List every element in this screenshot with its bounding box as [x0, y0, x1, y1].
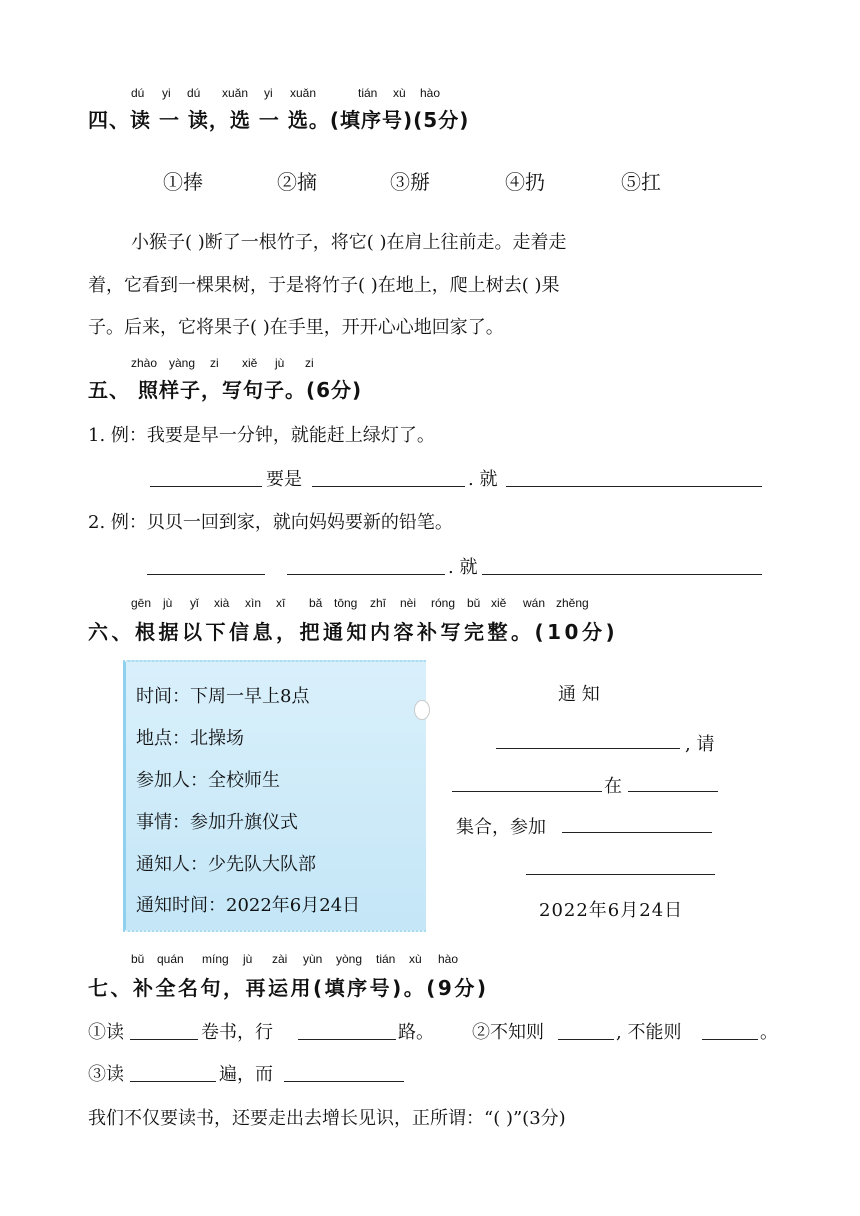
option: ②摘: [277, 170, 317, 194]
notice-jihe: 集合，参加: [456, 817, 546, 838]
pinyin: róng: [431, 596, 456, 610]
card-hole-decoration: [414, 700, 430, 720]
pinyin: bǔ: [131, 952, 145, 966]
blank-line[interactable]: [526, 874, 715, 875]
pinyin: yàng: [169, 356, 196, 370]
pinyin: xī: [276, 596, 286, 610]
yaoshi-label: 要是: [266, 469, 302, 490]
info-notice-time: 通知时间：2022年6月24日: [136, 895, 361, 916]
pinyin: bǎ: [309, 596, 323, 610]
pinyin: gēn: [131, 596, 152, 610]
notice-qing: , 请: [685, 734, 715, 755]
pinyin: zhěng: [556, 596, 589, 610]
pinyin: zhī: [370, 596, 387, 610]
pinyin: yùn: [303, 952, 323, 966]
section-title: 四、读 一 读，选 一 选。(填序号)(5分): [88, 108, 470, 132]
blank-line[interactable]: [147, 574, 265, 575]
pinyin: zài: [272, 952, 288, 966]
blank-line[interactable]: [287, 574, 445, 575]
paragraph-line: 小猴子( )断了一根竹子，将它( )在肩上往前走。走着走: [131, 232, 567, 253]
option: ④扔: [505, 170, 545, 194]
pinyin: tōng: [334, 596, 358, 610]
blank-line[interactable]: [482, 574, 762, 575]
pinyin: wán: [523, 596, 546, 610]
pinyin: jù: [275, 356, 285, 370]
section-title: 六、根据以下信息，把通知内容补写完整。(10分): [88, 620, 619, 644]
quote-1-end: 路。: [398, 1022, 434, 1043]
pinyin: jù: [243, 952, 253, 966]
pinyin: xuǎn: [290, 86, 317, 100]
blank-line[interactable]: [284, 1081, 404, 1082]
pinyin: quán: [157, 952, 184, 966]
section-title: 五、 照样子，写句子。(6分): [88, 378, 363, 402]
pinyin: yi: [162, 86, 171, 100]
info-notifier: 通知人：少先队大队部: [136, 854, 316, 875]
quote-3-start: ③读: [88, 1064, 124, 1085]
pinyin: xià: [214, 596, 230, 610]
blank-line[interactable]: [506, 486, 762, 487]
pinyin: míng: [202, 952, 229, 966]
info-card: [123, 660, 426, 932]
quote-2-start: ②不知则: [472, 1022, 544, 1043]
pinyin: bǔ: [467, 596, 481, 610]
pinyin: xuǎn: [222, 86, 249, 100]
blank-line[interactable]: [702, 1039, 758, 1040]
jiu-label: . 就: [448, 557, 478, 578]
example-2: 2. 例：贝贝一回到家，就向妈妈要新的铅笔。: [88, 512, 453, 533]
pinyin: nèi: [400, 596, 417, 610]
blank-line[interactable]: [298, 1039, 396, 1040]
pinyin: xù: [409, 952, 422, 966]
pinyin: dú: [187, 86, 201, 100]
notice-date: 2022年6月24日: [539, 900, 684, 921]
blank-line[interactable]: [452, 791, 602, 792]
quote-1-start: ①读: [88, 1022, 124, 1043]
paragraph-line: 着，它看到一棵果树，于是将竹子( )在地上，爬上树去( )果: [88, 275, 560, 296]
blank-line[interactable]: [130, 1039, 198, 1040]
blank-line[interactable]: [150, 486, 262, 487]
pinyin: xiě: [242, 356, 258, 370]
pinyin: hào: [438, 952, 459, 966]
info-place: 地点：北操场: [136, 728, 244, 749]
option: ①捧: [163, 170, 203, 194]
blank-line[interactable]: [562, 832, 712, 833]
pinyin: yòng: [336, 952, 363, 966]
jiu-label: . 就: [468, 469, 498, 490]
blank-line[interactable]: [628, 791, 718, 792]
notice-title: 通 知: [558, 684, 600, 705]
info-time: 时间：下周一早上8点: [136, 686, 310, 707]
quote-2-mid: , 不能则: [616, 1022, 682, 1043]
pinyin: zi: [305, 356, 314, 370]
blank-line[interactable]: [312, 486, 465, 487]
quote-1-mid: 卷书，行: [201, 1022, 273, 1043]
pinyin: jù: [163, 596, 173, 610]
pinyin: yǐ: [190, 596, 199, 610]
blank-line[interactable]: [496, 748, 680, 749]
pinyin: dú: [131, 86, 145, 100]
example-1: 1. 例：我要是早一分钟，就能赶上绿灯了。: [88, 425, 435, 446]
info-event: 事情：参加升旗仪式: [136, 812, 298, 833]
pinyin: xiě: [491, 596, 507, 610]
paragraph-line: 子。后来，它将果子( )在手里，开开心心地回家了。: [88, 317, 504, 338]
notice-zai: 在: [604, 776, 622, 797]
blank-line[interactable]: [558, 1039, 614, 1040]
pinyin: zi: [210, 356, 219, 370]
pinyin: hào: [420, 86, 441, 100]
pinyin: tián: [376, 952, 396, 966]
pinyin: yi: [264, 86, 273, 100]
pinyin: xù: [393, 86, 406, 100]
option: ③掰: [390, 170, 430, 194]
info-participants: 参加人：全校师生: [136, 770, 280, 791]
pinyin: tián: [358, 86, 378, 100]
apply-question: 我们不仅要读书，还要走出去增长见识，正所谓：“( )”(3分): [88, 1108, 566, 1129]
blank-line[interactable]: [130, 1081, 216, 1082]
pinyin: zhào: [131, 356, 158, 370]
pinyin: xìn: [245, 596, 262, 610]
section-title: 七、补全名句，再运用(填序号)。(9分): [88, 976, 489, 1000]
quote-3-mid: 遍，而: [219, 1064, 273, 1085]
quote-2-end: 。: [760, 1022, 778, 1043]
option: ⑤扛: [621, 170, 661, 194]
